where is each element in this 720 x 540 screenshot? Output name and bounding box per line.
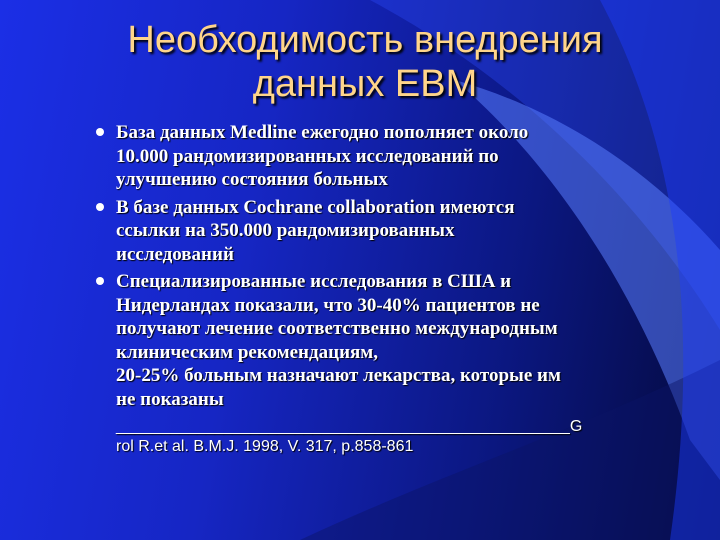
bullet-line: В базе данных Cochrane collaboration имеются — [116, 196, 515, 218]
bullet-line: не показаны — [116, 388, 224, 410]
bullet-line: получают лечение соответственно международным — [116, 318, 558, 339]
bullet-item-cochrane — [96, 196, 666, 267]
bullet-line: клиническим рекомендациям, — [116, 341, 378, 363]
reference-citation: rol R.et al. B.M.J. 1998, V. 317, p.858-861 — [116, 438, 414, 455]
bullet-line: ссылки на 350.000 рандомизированных — [116, 220, 455, 241]
bullet-dot-icon — [96, 277, 104, 285]
bullet-list — [96, 121, 666, 461]
bullet-dot-icon — [96, 128, 104, 136]
bullet-item-medline — [96, 121, 666, 192]
bullet-line: Нидерландах показали, что 30-40% пациентов не — [116, 294, 540, 316]
bullet-dot-icon — [96, 203, 104, 211]
bullet-line: Специализированные исследования в США и — [116, 271, 512, 292]
reference-underline: ___________________________________________________G — [116, 418, 583, 435]
slide-title: Необходимость внедрения данных EBM — [127, 19, 603, 105]
bullet-line: 10.000 рандомизированных исследований по — [116, 145, 499, 167]
bullet-line: улучшению состояния больных — [116, 169, 388, 190]
bullet-line: База данных Medline ежегодно пополняет около — [116, 122, 529, 143]
bullet-item-studies — [96, 270, 666, 457]
bullet-line: исследований — [116, 243, 234, 265]
bullet-line: 20-25% больным назначают лекарства, которые им — [116, 365, 561, 386]
